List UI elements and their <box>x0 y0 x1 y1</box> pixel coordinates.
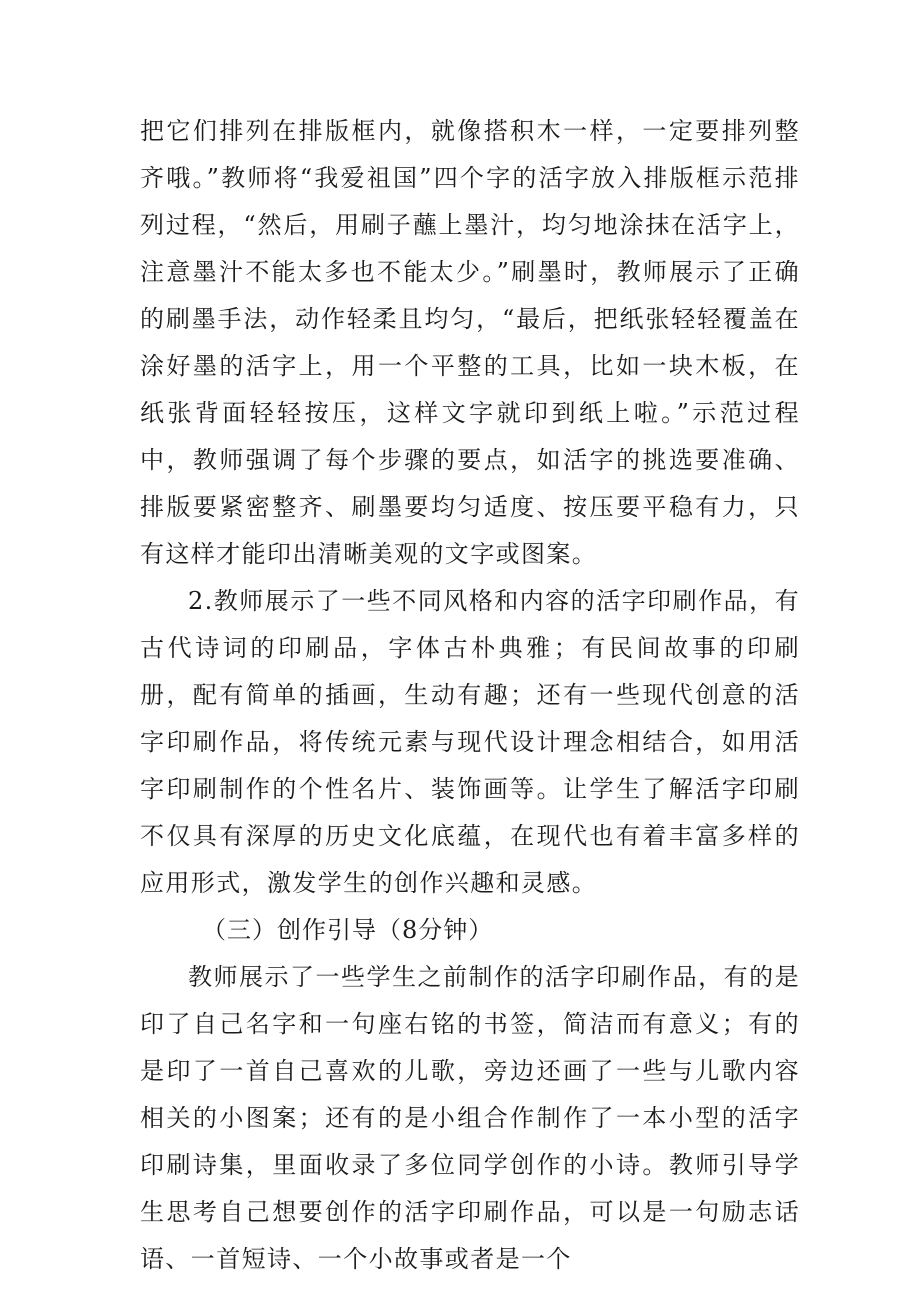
document-body <box>140 108 800 1283</box>
paragraph-creation-guidance: 教师展示了一些学生之前制作的活字印刷作品，有的是印了自己名字和一句座右铭的书签，简洁而有意义；有的是印了一首自己喜欢的儿歌，旁边还画了一些与儿歌内容相关的小图案；还有的是小组合作制作了一本小型的活字印刷诗集，里面收录了多位同学创作的小诗。教师引导学生思考自己想要创作的活字印刷作品，可以是一句励志话语、一首短诗、一个小故事或者是一个 <box>140 963 800 1273</box>
paragraph-works-showcase: 2.教师展示了一些不同风格和内容的活字印刷作品，有古代诗词的印刷品，字体古朴典雅；有民间故事的印刷册，配有简单的插画，生动有趣；还有一些现代创意的活字印刷作品，将传统元素与现代设计理念相结合，如用活字印刷制作的个性名片、装饰画等。让学生了解活字印刷不仅具有深厚的历史文化底蕴，在现代也有着丰富多样的应用形式，激发学生的创作兴趣和灵感。 <box>140 587 800 897</box>
section-heading: （三）创作引导（8分钟） <box>202 916 494 944</box>
paragraph-demonstration-continued: 把它们排列在排版框内，就像搭积木一样，一定要排列整齐哦。”教师将“我爱祖国”四个字的活字放入排版框示范排列过程，“然后，用刷子蘸上墨汁，均匀地涂抹在活字上，注意墨汁不能太多也不能太少。”刷墨时，教师展示了正确的刷墨手法，动作轻柔且均匀，“最后，把纸张轻轻覆盖在涂好墨的活字上，用一个平整的工具，比如一块木板，在纸张背面轻轻按压，这样文字就印到纸上啦。”示范过程中，教师强调了每个步骤的要点，如活字的挑选要准确、排版要紧密整齐、刷墨要均匀适度、按压要平稳有力，只有这样才能印出清晰美观的文字或图案。 <box>140 117 800 568</box>
